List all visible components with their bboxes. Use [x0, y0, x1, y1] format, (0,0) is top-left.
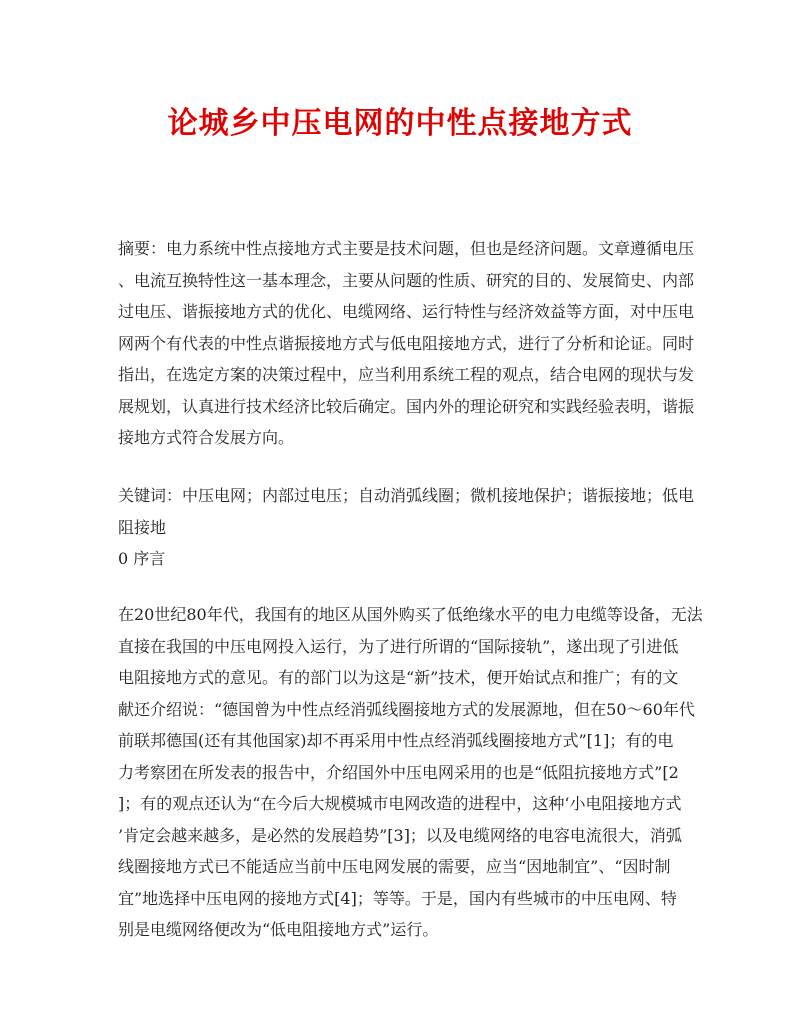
abstract-line: 、电流互换特性这一基本理念，主要从问题的性质、研究的目的、发展简史、内部 [118, 270, 695, 290]
intro-line: 电阻接地方式的意见。有的部门以为这是“新”技术，便开始试点和推广；有的文 [118, 668, 679, 687]
intro-line: 宜”地选择中压电网的接地方式[4]；等等。于是，国内有些城市的中压电网、特 [118, 888, 677, 908]
abstract-line: 接地方式符合发展方向。 [118, 428, 295, 447]
intro-paragraph [118, 599, 703, 946]
intro-line: 前联邦德国(还有其他国家)却不再采用中性点经消弧线圈接地方式”[1]；有的电 [118, 731, 674, 750]
intro-line: 在20世纪80年代，我国有的地区从国外购买了低绝缘水平的电力电缆等设备，无法 [118, 605, 703, 624]
intro-line: 直接在我国的中压电网投入运行，为了进行所谓的“国际接轨”，遂出现了引进低 [118, 636, 679, 656]
intro-line: 力考察团在所发表的报告中，介绍国外中压电网采用的也是“低阻抗接地方式”[2 [118, 762, 679, 782]
abstract-line: 指出，在选定方案的决策过程中，应当利用系统工程的观点，结合电网的现状与发 [118, 365, 695, 384]
keywords-line: 关键词：中压电网；内部过电压；自动消弧线圈；微机接地保护；谐振接地；低电 [118, 486, 695, 505]
intro-line: 献还介绍说：“德国曾为中性点经消弧线圈接地方式的发展源地，但在50～60年代 [118, 699, 695, 719]
abstract-line: 摘要：电力系统中性点接地方式主要是技术问题，但也是经济问题。文章遵循电压 [118, 239, 695, 258]
intro-line: 别是电缆网络便改为“低电阻接地方式”运行。 [118, 920, 439, 939]
keywords-paragraph [118, 480, 695, 543]
document-title: 论城乡中压电网的中性点接地方式 [167, 106, 633, 141]
section-heading: 0 序言 [118, 549, 166, 568]
abstract-paragraph [118, 233, 695, 454]
keywords-line: 阻接地 [118, 517, 167, 537]
abstract-line: 展规划，认真进行技术经济比较后确定。国内外的理论研究和实践经验表明，谐振 [118, 396, 695, 416]
abstract-line: 过电压、谐振接地方式的优化、电缆网络、运行特性与经济效益等方面，对中压电 [118, 302, 695, 321]
intro-line: ’肯定会越来越多，是必然的发展趋势”[3]；以及电缆网络的电容电流很大，消弧 [118, 825, 682, 845]
intro-line: ]；有的观点还认为“在今后大规模城市电网改造的进程中，这种‘小电阻接地方式 [118, 794, 682, 813]
intro-line: 线圈接地方式已不能适应当前中压电网发展的需要，应当“因地制宜”、“因时制 [118, 857, 671, 876]
abstract-line: 网两个有代表的中性点谐振接地方式与低电阻接地方式，进行了分析和论证。同时 [118, 333, 695, 353]
